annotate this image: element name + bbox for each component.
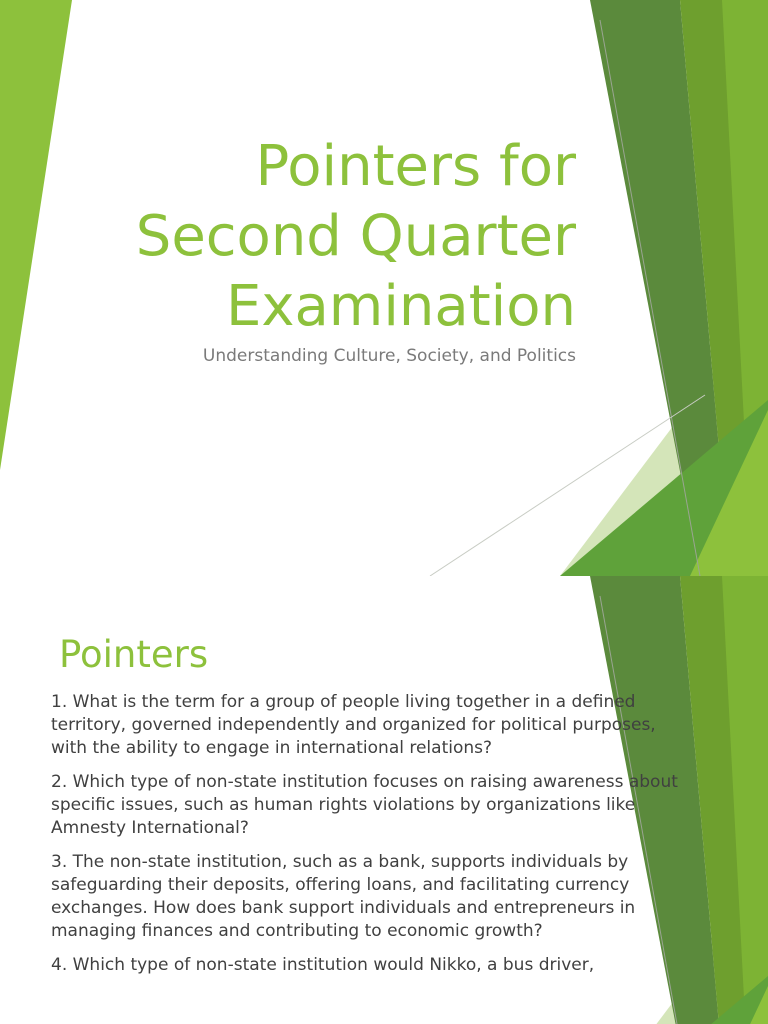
- pointer-list: [51, 691, 681, 988]
- slide-title: Pointers: [59, 633, 209, 676]
- list-item: 2. Which type of non-state institution focuses on raising awareness about specific issues, such as human rights violations by organizations like Amnesty International?: [51, 772, 678, 838]
- pointers-slide: [0, 576, 768, 1024]
- slide-title: [56, 132, 576, 342]
- list-item: 4. Which type of non-state institution would Nikko, a bus driver,: [51, 955, 595, 975]
- title-line: Second Quarter: [135, 204, 576, 269]
- list-item: 3. The non-state institution, such as a bank, supports individuals by safeguarding their deposits, offering loans, and facilitating currency exchanges. How does bank support individuals and entrepreneurs in managing finances and contributing to economic growth?: [51, 852, 636, 941]
- slide-subtitle: Understanding Culture, Society, and Politics: [202, 346, 576, 366]
- list-item: 1. What is the term for a group of people living together in a defined territory, governed independently and organized for political purposes, with the ability to engage in international relations?: [51, 692, 656, 758]
- title-line: Pointers for: [255, 134, 576, 199]
- title-line: Examination: [225, 274, 576, 339]
